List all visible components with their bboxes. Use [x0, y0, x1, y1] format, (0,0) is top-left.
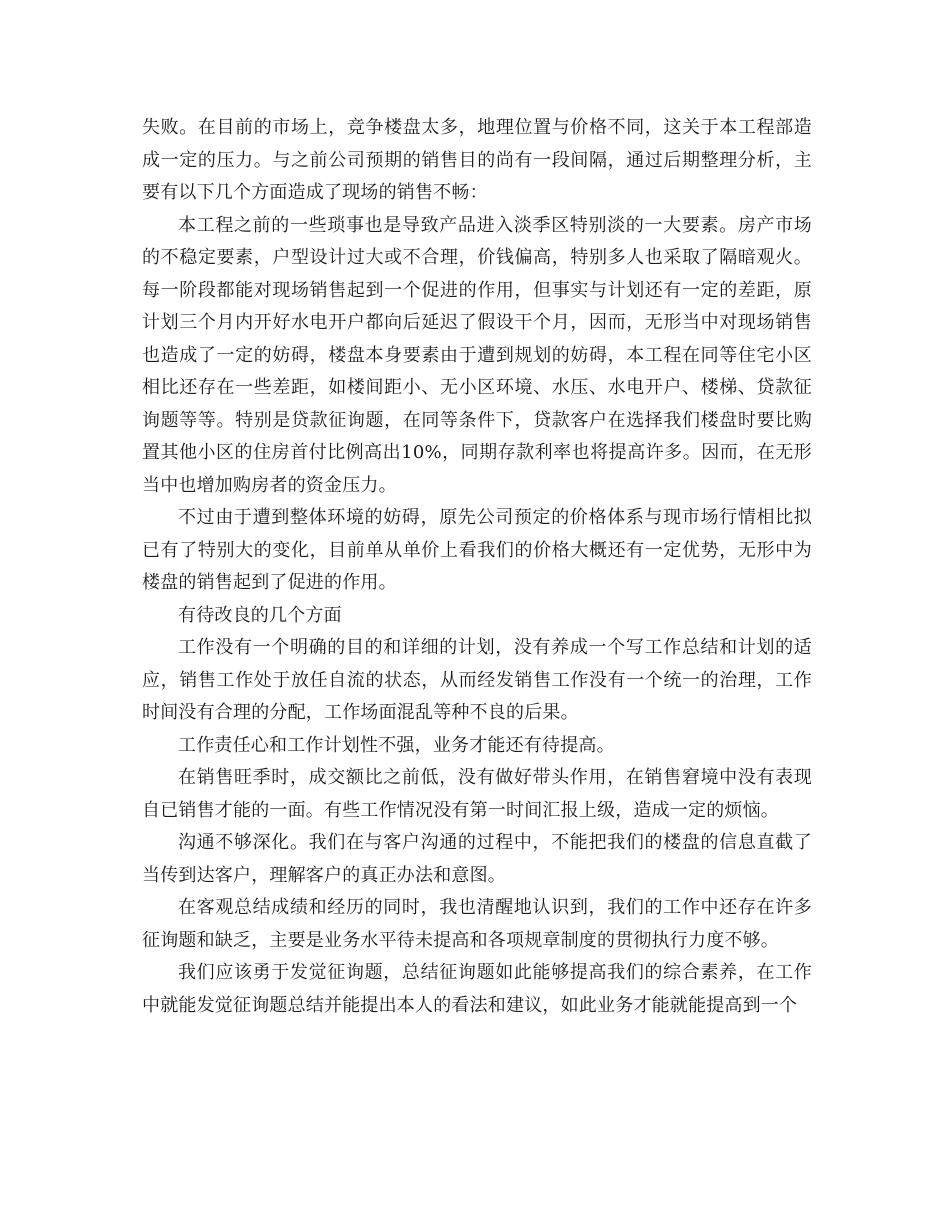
section-heading: 有待改良的几个方面: [178, 604, 342, 626]
paragraph: 在销售旺季时，成交额比之前低，没有做好带头作用，在销售窘境中没有表现自已销售才能的一面。有些工作情况没有第一时间汇报上级，造成一定的烦恼。: [142, 767, 812, 821]
paragraph: 本工程之前的一些琐事也是导致产品进入淡季区特别淡的一大要素。房产市场的不稳定要素，户型设计过大或不合理，价钱偏高，特别多人也采取了隔暗观火。每一阶段都能对现场销售起到一个促进的作用，但事实与计划还有一定的差距，原计划三个月内开好水电开户都向后延迟了假设干个月，因而，无形当中对现场销售也造成了一定的妨碍，楼盘本身要素由于遭到规划的妨碍，本工程在同等住宅小区相比还存在一些差距，如楼间距小、无小区环境、水压、水电开户、楼梯、贷款征询题等等。特别是贷款征询题，在同等条件下，贷款客户在选择我们楼盘时要比购置其他小区的住房首付比例高出10%，同期存款利率也将提高许多。因而，在无形当中也增加购房者的资金压力。: [142, 214, 812, 496]
paragraph: 我们应该勇于发觉征询题，总结征询题如此能够提高我们的综合素养，在工作中就能发觉征询题总结并能提出本人的看法和建议，如此业务才能就能提高到一个: [142, 962, 812, 1016]
paragraph: 不过由于遭到整体环境的妨碍，原先公司预定的价格体系与现市场行情相比拟已有了特别大的变化，目前单从单价上看我们的价格大概还有一定优势，无形中为楼盘的销售起到了促进的作用。: [142, 507, 812, 593]
paragraph: 沟通不够深化。我们在与客户沟通的过程中，不能把我们的楼盘的信息直截了当传到达客户，理解客户的真正办法和意图。: [142, 832, 812, 886]
paragraph: 工作责任心和工作计划性不强，业务才能还有待提高。: [178, 734, 615, 756]
paragraph-continuation: 失败。在目前的市场上，竞争楼盘太多，地理位置与价格不同，这关于本工程部造成一定的压力。与之前公司预期的销售目的尚有一段间隔，通过后期整理分析，主要有以下几个方面造成了现场的销售不畅：: [142, 117, 812, 203]
document-body: [142, 112, 812, 1022]
paragraph: 工作没有一个明确的目的和详细的计划，没有养成一个写工作总结和计划的适应，销售工作处于放任自流的状态，从而经发销售工作没有一个统一的治理，工作时间没有合理的分配，工作场面混乱等种不良的后果。: [142, 637, 812, 723]
paragraph: 在客观总结成绩和经历的同时，我也清醒地认识到，我们的工作中还存在许多征询题和缺乏，主要是业务水平待未提高和各项规章制度的贯彻执行力度不够。: [142, 897, 812, 951]
